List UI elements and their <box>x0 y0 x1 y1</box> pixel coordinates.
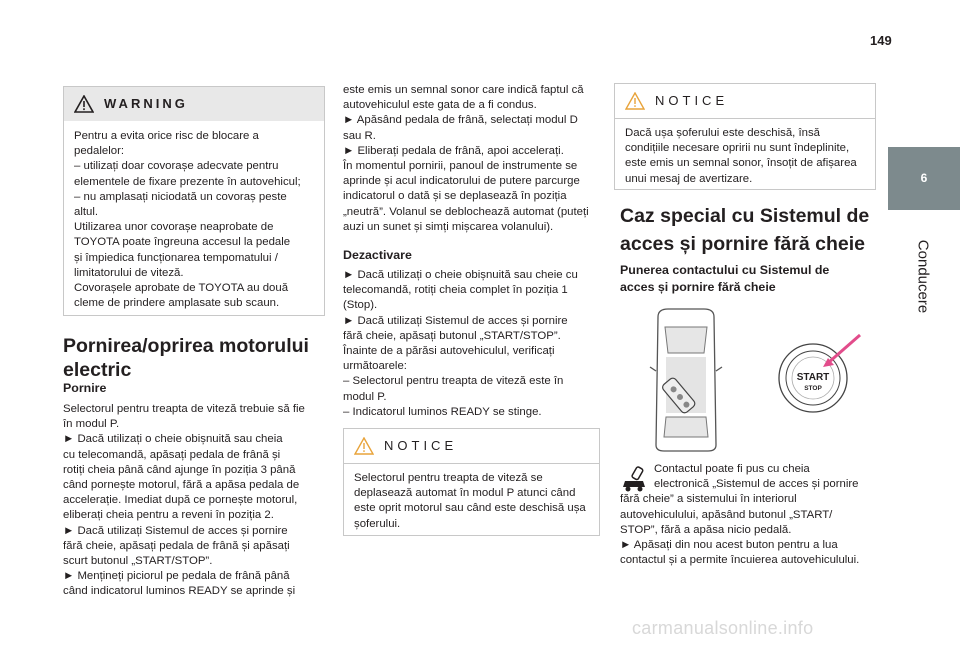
text-line: fără cheie” a sistemului în interiorul <box>620 493 797 506</box>
col3-text <box>620 462 880 568</box>
subheading-dezactivare: Dezactivare <box>343 248 412 262</box>
text-line: scurt butonul „START/STOP”. <box>63 555 213 568</box>
text-line: și împiedica funcționarea tempomatului / <box>74 251 278 264</box>
text-line: autovehiculului, apăsând butonul „START/ <box>620 508 833 521</box>
text-line: Utilizarea unor covorașe neaprobate de <box>74 221 274 234</box>
text-line: pedalelor: <box>74 145 125 158</box>
warning-header <box>64 87 324 121</box>
text-line: Înainte de a părăsi autovehiculul, verificați <box>343 345 555 358</box>
start-label: START <box>796 372 830 383</box>
text-line: limitatorului de viteză. <box>74 266 184 279</box>
section-heading: Pornirea/oprirea motorului electric <box>63 335 309 381</box>
text-line: eliberați cheia pentru a reveni în poziția 2. <box>63 509 274 522</box>
col2-text-b <box>343 268 608 420</box>
notice-title-2: NOTICE <box>655 93 729 109</box>
warning-triangle-icon <box>74 95 94 113</box>
notice-divider-2 <box>615 118 875 119</box>
col2-text-a <box>343 83 608 235</box>
text-line: cu telecomandă, apăsați pedala de frână și <box>63 448 281 461</box>
text-line: elementele de fixare prezente în autovehicul; <box>74 175 301 188</box>
text-line: – Selectorul pentru treapta de viteză este în <box>343 375 564 388</box>
text-line: Selectorul pentru treapta de viteză trebuie să fie <box>63 403 305 415</box>
text-line: fără cheie, apăsați pedala de frână și apăsați <box>63 539 290 552</box>
text-line: cleme de prindere amplasate sub scaun. <box>74 297 280 310</box>
text-line: este oprit motorul sau când este deschisă ușa <box>354 502 586 515</box>
notice-text <box>344 463 599 540</box>
text-line: electronică „Sistemul de acces și pornire <box>654 478 859 491</box>
text-line: fără cheie, apăsați butonul „START/STOP”. <box>343 329 561 342</box>
section-heading-keyless: Caz special cu Sistemul de acces și pornire fără cheie <box>620 205 870 255</box>
text-line: deplasează automat în modul P atunci când <box>354 487 576 500</box>
text-line: șoferului. <box>354 517 401 530</box>
text-line: Contactul poate fi pus cu cheia <box>654 463 810 475</box>
text-line: contactul și a permite încuierea autovehiculului. <box>620 554 860 567</box>
text-line: TOYOTA poate îngreuna accesul la pedale <box>74 236 291 249</box>
text-line: condițiile necesare opririi nu sunt îndeplinite, <box>625 142 850 155</box>
text-line: autovehiculul este gata de a fi condus. <box>343 99 537 112</box>
text-line: STOP”, fără a apăsa nicio pedală. <box>620 523 792 536</box>
car-outline-icon <box>650 309 722 451</box>
text-line: – utilizați doar covorașe adecvate pentru <box>74 160 279 173</box>
notice-triangle-icon <box>354 437 374 455</box>
subheading-keyless: Punerea contactului cu Sistemul de acces și pornire fără cheie <box>620 263 830 294</box>
col1-text <box>63 402 333 600</box>
notice-box-2 <box>614 83 876 190</box>
footer-watermark: carmanualsonline.info <box>632 618 814 638</box>
text-line: Selectorul pentru treapta de viteză se <box>354 472 543 484</box>
stop-label: STOP <box>804 385 822 392</box>
text-line: indicatorul o dată și se deplasează în poziția <box>343 190 567 203</box>
text-line: modul P. <box>343 390 387 403</box>
text-line: ► Apăsând pedala de frână, selectați modul D <box>343 114 578 127</box>
text-line: ► Apăsați din nou acest buton pentru a lua <box>620 539 838 552</box>
text-line: este emis un semnal sonor, însoțit de afișarea <box>625 157 857 170</box>
text-line: – nu amplasați niciodată un covoraș peste <box>74 190 287 203</box>
notice-header-2 <box>615 84 875 118</box>
text-line: accelerație. Imediat după ce pornește motorul, <box>63 494 298 507</box>
subheading-pornire: Pornire <box>63 381 107 395</box>
notice-triangle-icon-2 <box>625 92 645 110</box>
text-line: Pentru a evita orice risc de blocare a <box>74 130 259 142</box>
text-line: Covorașele aprobate de TOYOTA au două <box>74 282 289 295</box>
text-line: (Stop). <box>343 299 378 312</box>
text-line: altul. <box>74 206 99 219</box>
text-line: „neutră”. Volanul se deblochează automat (puteți <box>343 205 589 218</box>
notice-header <box>344 429 599 463</box>
notice-divider <box>344 463 599 464</box>
text-line: când indicatorul luminos READY se aprinde și <box>63 585 296 598</box>
text-line: auzi un sunet și simți mișcarea volanului). <box>343 220 554 233</box>
warning-title: WARNING <box>104 96 188 112</box>
text-line: este emis un semnal sonor care indică faptul că <box>343 84 584 96</box>
text-line: ► Dacă utilizați Sistemul de acces și pornire <box>343 314 568 327</box>
text-line: rotiți cheia până când ajunge în poziția 3 până <box>63 463 296 476</box>
text-line: aprinde și acul indicatorului de putere parcurge <box>343 175 580 188</box>
text-line: În momentul pornirii, panoul de instrumente se <box>343 160 578 173</box>
text-line: următoarele: <box>343 360 407 373</box>
keyless-start-illustration <box>620 305 870 455</box>
warning-text <box>64 121 324 319</box>
text-line: telecomandă, rotiți cheia complet în poziția 1 <box>343 284 568 297</box>
notice-title: NOTICE <box>384 438 458 454</box>
text-line: unui mesaj de avertizare. <box>625 172 753 185</box>
text-line: ► Dacă utilizați Sistemul de acces și pornire <box>63 524 288 537</box>
text-line: în modul P. <box>63 418 120 431</box>
chapter-tab-title: Conducere <box>914 239 932 314</box>
chapter-tab-number: 6 <box>888 147 960 210</box>
text-line: ► Dacă utilizați o cheie obișnuită sau cheie cu <box>343 269 578 281</box>
warning-box <box>63 86 325 316</box>
text-line: sau R. <box>343 129 376 142</box>
text-line: Dacă ușa șoferului este deschisă, însă <box>625 127 821 139</box>
text-line: – Indicatorul luminos READY se stinge. <box>343 405 542 418</box>
notice-text-2 <box>615 118 875 195</box>
text-line: ► Dacă utilizați o cheie obișnuită sau cheia <box>63 433 283 446</box>
page-number: 149 <box>870 33 892 48</box>
text-line: ► Mențineți piciorul pe pedala de frână până <box>63 570 290 583</box>
text-line: când pornește motorul, fără a apăsa pedala de <box>63 479 300 492</box>
text-line: ► Eliberați pedala de frână, apoi accelerați. <box>343 144 564 157</box>
notice-box <box>343 428 600 536</box>
